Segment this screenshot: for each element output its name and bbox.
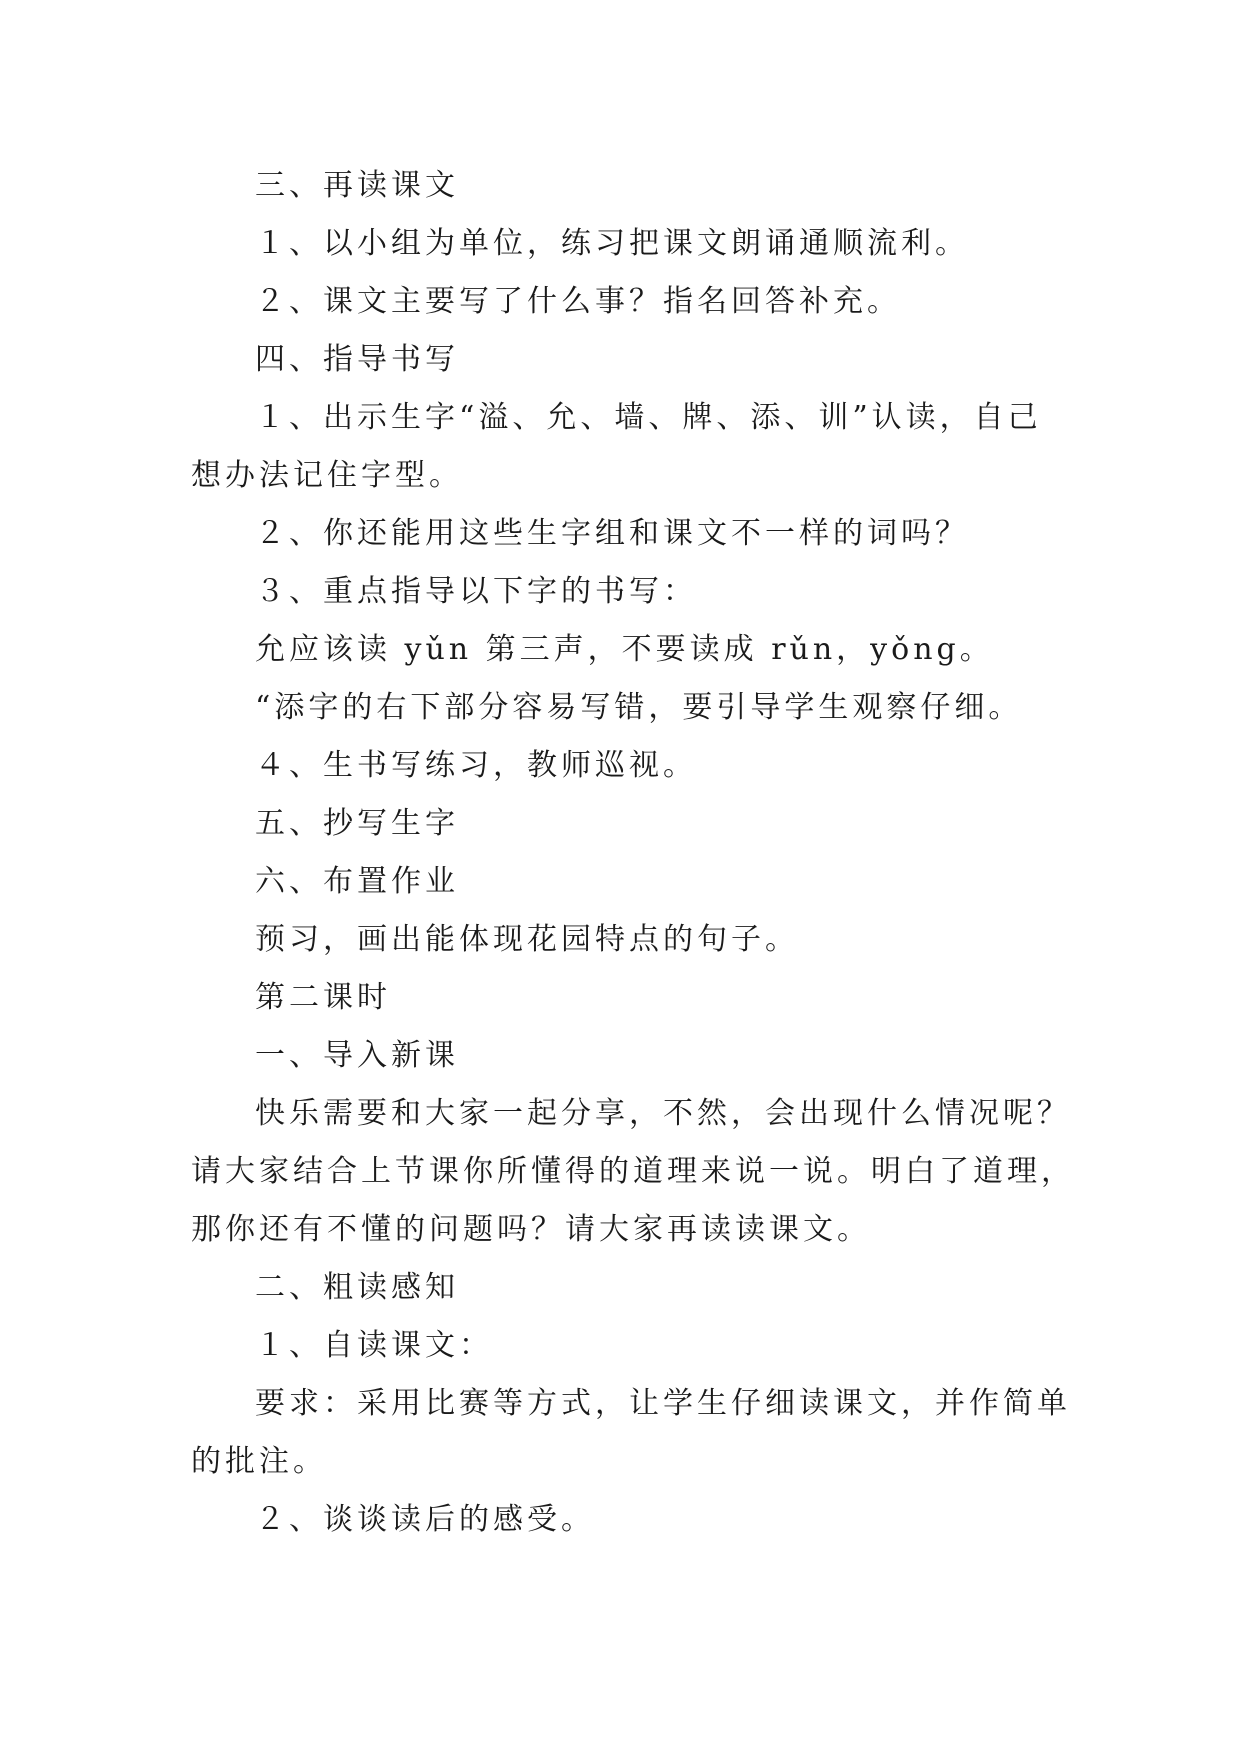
text-line: 要求：采用比赛等方式，让学生仔细读课文，并作简单 bbox=[255, 1386, 1071, 1421]
text-line: 四、指导书写 bbox=[255, 342, 459, 377]
text-line: １、自读课文： bbox=[255, 1328, 493, 1363]
text-line: 五、抄写生字 bbox=[255, 806, 459, 841]
text-line: 快乐需要和大家一起分享，不然，会出现什么情况呢？ bbox=[255, 1096, 1071, 1131]
text-line: “添字的右下部分容易写错，要引导学生观察仔细。 bbox=[255, 690, 1023, 725]
document-body bbox=[191, 157, 1075, 1549]
text-line: 想办法记住字型。 bbox=[191, 458, 463, 493]
text-line: ２、你还能用这些生字组和课文不一样的词吗？ bbox=[255, 516, 969, 551]
text-line: ４、生书写练习，教师巡视。 bbox=[255, 748, 697, 783]
text-line: ３、重点指导以下字的书写： bbox=[255, 574, 697, 609]
text-line: １、出示生字“溢、允、墙、牌、添、训”认读，自己 bbox=[255, 400, 1042, 435]
text-line: 那你还有不懂的问题吗？请大家再读读课文。 bbox=[191, 1212, 871, 1247]
text-line: １、以小组为单位，练习把课文朗诵通顺流利。 bbox=[255, 226, 969, 261]
text-line: 三、再读课文 bbox=[255, 168, 459, 203]
text-line: 第二课时 bbox=[255, 980, 391, 1015]
text-line: ２、课文主要写了什么事？指名回答补充。 bbox=[255, 284, 901, 319]
text-line: 六、布置作业 bbox=[255, 864, 459, 899]
text-line: 请大家结合上节课你所懂得的道理来说一说。明白了道理， bbox=[191, 1154, 1075, 1189]
text-line: 二、粗读感知 bbox=[255, 1270, 459, 1305]
text-line: 预习，画出能体现花园特点的句子。 bbox=[255, 922, 799, 957]
text-line: 一、导入新课 bbox=[255, 1038, 459, 1073]
text-line: 的批注。 bbox=[191, 1444, 327, 1479]
text-line: 允应该读 yǔn 第三声，不要读成 rǔn，yǒng。 bbox=[255, 632, 994, 667]
text-line: ２、谈谈读后的感受。 bbox=[255, 1502, 595, 1537]
